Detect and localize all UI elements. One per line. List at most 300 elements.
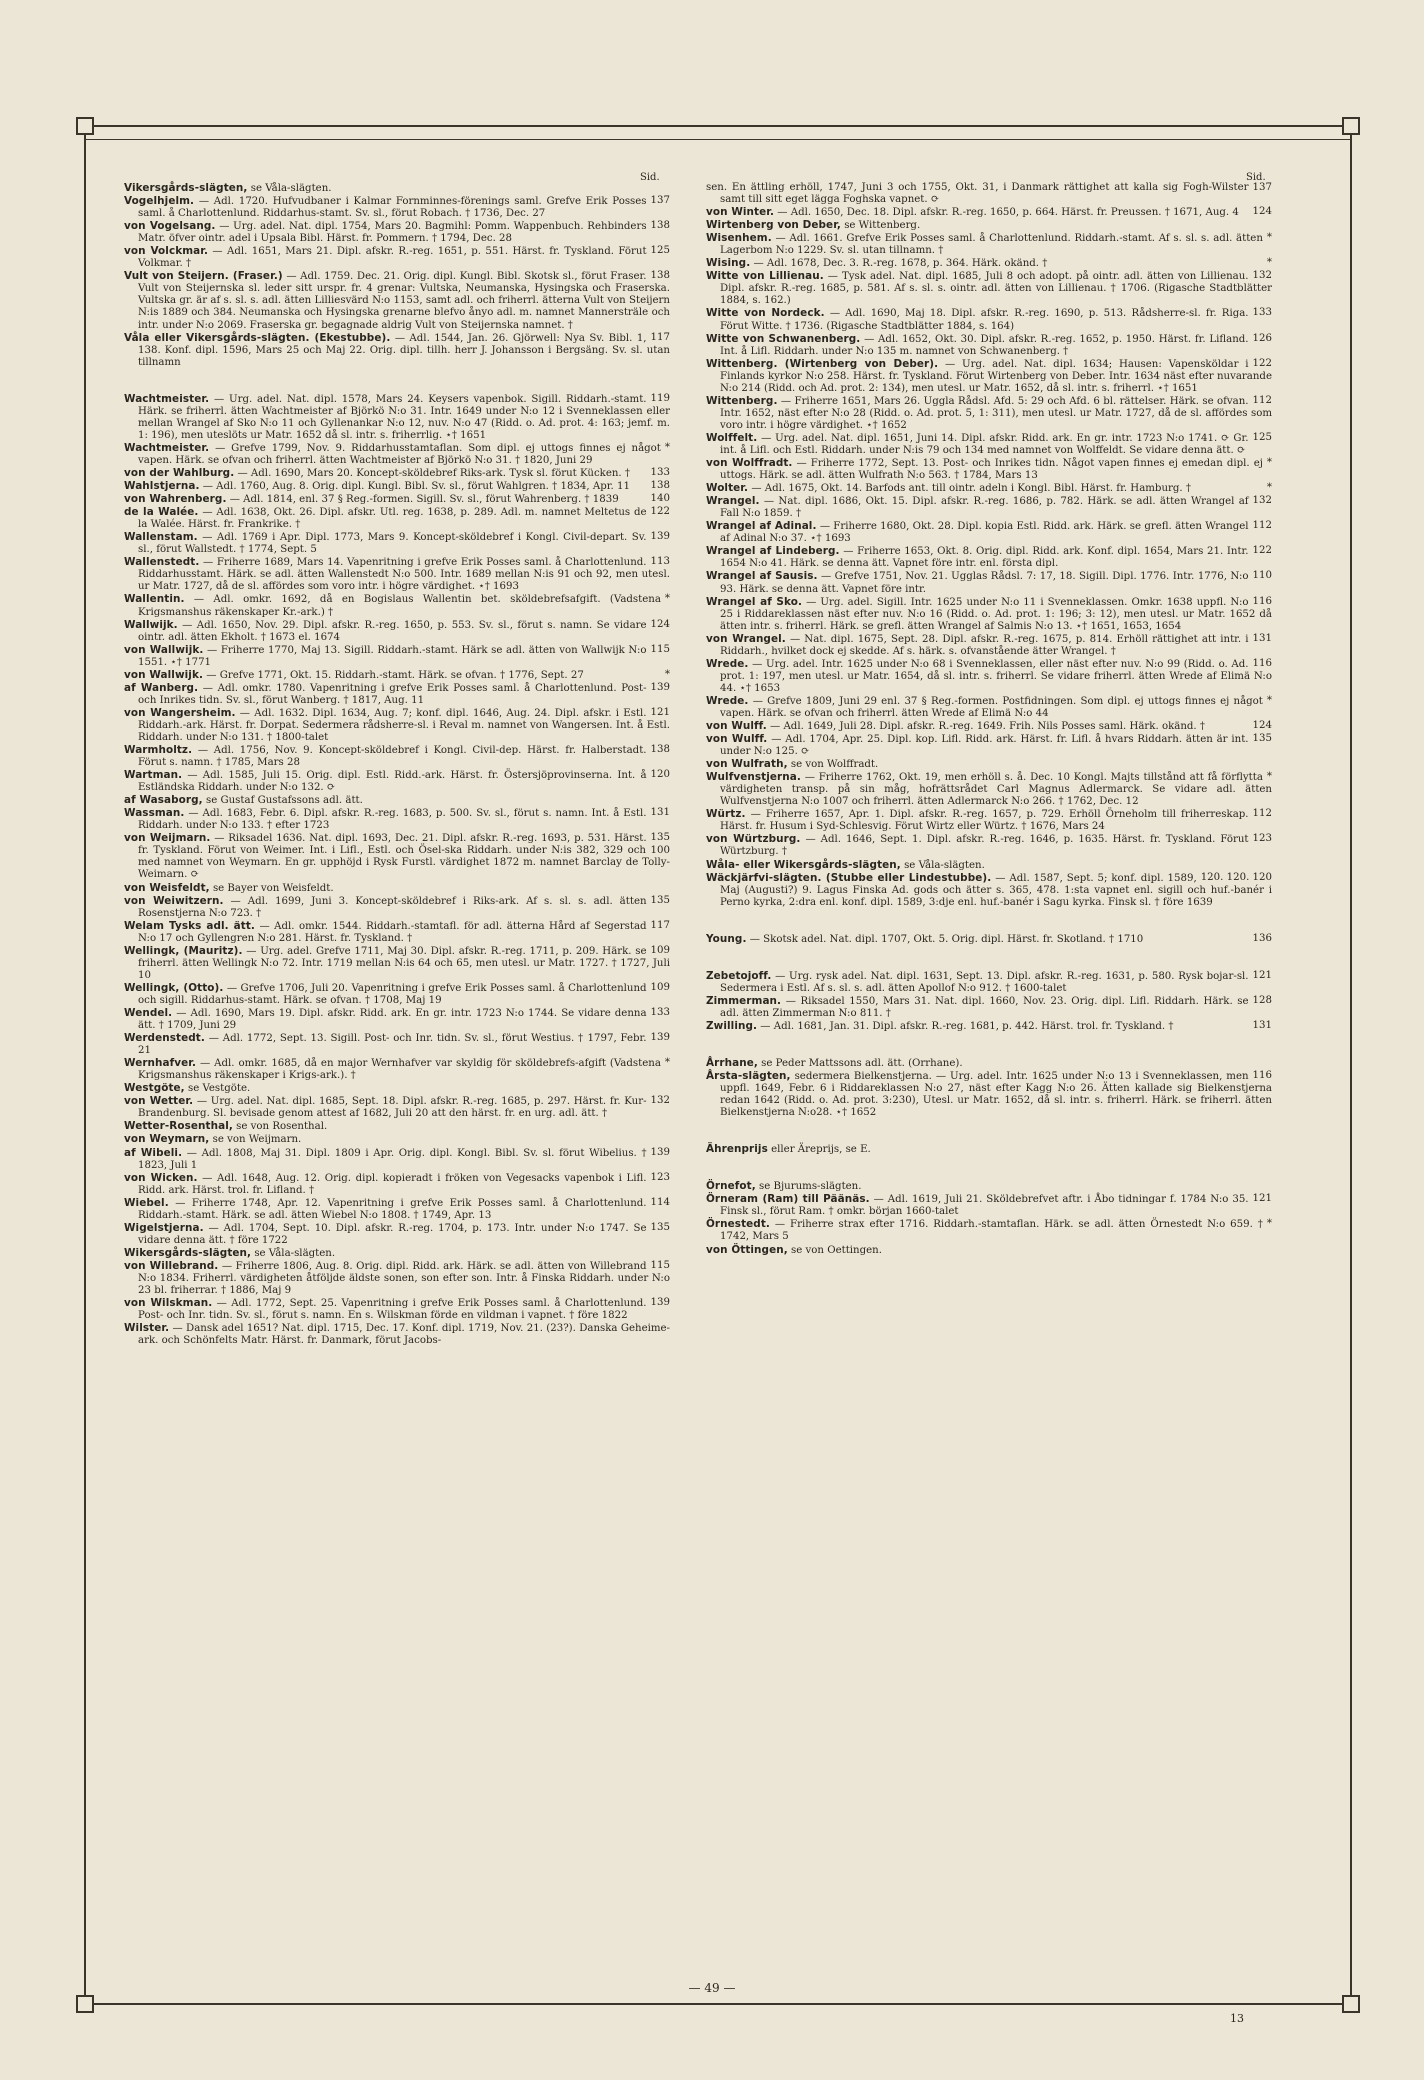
entry-text: se Våla-slägten. bbox=[900, 859, 985, 871]
entry-text: — Riksadel 1636. Nat. dipl. 1693, Dec. 21. Dipl. afskr. R.-reg. 1693, p. 531. Härst. fr. Tyskland. Förut von Weimer. Int. i Lifl., Estl. och Ösel-ska Riddarh. under N:is 382, 329 och 100 med namnet von Weymarn. En gr. upphöjd i Rysk Furstl. värdighet 1872 m. namnet Barclay de Tolly-Weimarn. ⟳ bbox=[138, 833, 670, 881]
register-entry bbox=[706, 495, 1272, 520]
entry-page-ref: 126 bbox=[1252, 332, 1272, 344]
entry-name: Årsta-slägten, bbox=[706, 1070, 791, 1083]
entry-name: Zwilling. bbox=[706, 1019, 758, 1032]
register-entry bbox=[124, 682, 670, 707]
register-entry bbox=[124, 1095, 670, 1120]
register-entry bbox=[124, 270, 670, 331]
register-entry bbox=[124, 220, 670, 245]
entry-text: — Urg. adel. Grefve 1711, Maj 30. Dipl. afskr. R.-reg. 1711, p. 209. Härk. se friherrl. ätten Wellingk N:o 72. Intr. 1719 mellan N:is 64 och 65, men utesl. ur Matr. 1727. † 1727, Juli 10 bbox=[138, 945, 670, 981]
entry-page-ref: 116 bbox=[1252, 657, 1272, 669]
entry-text: — Urg. rysk adel. Nat. dipl. 1631, Sept. 13. Dipl. afskr. R.-reg. 1631, p. 580. Rysk bojar-sl. Sedermera i Estl. Af s. sl. s. adl. ätten Apollof N:o 912. † 1600-talet bbox=[720, 970, 1249, 994]
entry-text: — Tysk adel. Nat. dipl. 1685, Juli 8 och adopt. på ointr. adl. ätten von Lillienau. Dipl. afskr. R.-reg. 1685, p. 581. Af s. sl. s. ointr. adl. ätten von Lillienau. † 1706. (Rigasche Stadtblätter 1884, s. 162.) bbox=[720, 271, 1272, 307]
register-entry bbox=[124, 1247, 670, 1260]
register-entry bbox=[706, 206, 1272, 219]
register-entry bbox=[706, 859, 1272, 872]
entry-name: Young. bbox=[706, 932, 747, 945]
entry-name: von Vogelsang. bbox=[124, 220, 216, 233]
entry-name: Welam Tysks adl. ätt. bbox=[124, 919, 255, 932]
entry-page-ref: 121 bbox=[1252, 969, 1272, 981]
register-entry bbox=[124, 195, 670, 220]
entry-page-ref: 120 bbox=[650, 769, 670, 781]
entry-page-ref: * bbox=[664, 441, 670, 453]
entry-text: se von Rosenthal. bbox=[232, 1121, 328, 1133]
entry-text: — Friherre 1680, Okt. 28. Dipl. kopia Estl. Ridd. ark. Härk. se grefl. ätten Wrangel af Adinal N:o 37. ⋆† 1693 bbox=[720, 521, 1249, 545]
entry-text: — Adl. omkr. 1692, då en Bogislaus Wallentin bet. sköldebrefsafgift. (Vadstena Krigsmanshus räkenskaper Kr.-ark.) † bbox=[138, 594, 661, 618]
register-entry bbox=[124, 556, 670, 593]
register-entry bbox=[124, 245, 670, 270]
entry-page-ref: 139 bbox=[650, 1032, 670, 1044]
entry-name: Warmholtz. bbox=[124, 744, 193, 757]
entry-name: Wising. bbox=[706, 257, 751, 270]
entry-text: — Friherre 1657, Apr. 1. Dipl. afskr. R.-reg. 1657, p. 729. Erhöll Örneholm till friherreskap. Härst. fr. Husum i Syd-Schlesvig. Förut Wirtz eller Würtz. † 1676, Mars 24 bbox=[720, 809, 1249, 833]
entry-text: — Adl. 1699, Juni 3. Koncept-sköldebref i Riks-ark. Af s. sl. s. adl. ätten Rosenstjerna N:o 723. † bbox=[138, 895, 647, 919]
entry-name: af Wasaborg, bbox=[124, 794, 203, 807]
entry-text: — Grefve 1809, Juni 29 enl. 37 § Reg.-formen. Postfidningen. Som dipl. ej uttogs finnes ej något vapen. Härk. se ofvan och friherrl. ätten Wrede af Elimä N:o 44 bbox=[720, 695, 1263, 719]
entry-name: von Wulfrath, bbox=[706, 758, 788, 771]
entry-text: — Adl. 1638, Okt. 26. Dipl. afskr. Utl. reg. 1638, p. 289. Adl. m. namnet Meltetus de la Walée. Härst. fr. Frankrike. † bbox=[138, 507, 647, 531]
entry-text: — Adl. 1619, Juli 21. Sköldebrefvet aftr. i Åbo tidningar f. 1784 N:o 35. Finsk sl., förut Ram. † omkr. början 1660-talet bbox=[720, 1194, 1249, 1218]
register-entry bbox=[706, 545, 1272, 570]
entry-name: Wetter-Rosenthal, bbox=[124, 1120, 233, 1133]
entry-page-ref: 133 bbox=[650, 1007, 670, 1018]
register-entry bbox=[124, 769, 670, 794]
register-entry bbox=[706, 808, 1272, 833]
entry-page-ref: 139 bbox=[650, 1146, 670, 1158]
register-entry bbox=[124, 1057, 670, 1082]
register-entry bbox=[706, 232, 1272, 257]
entry-text: — Adl. 1690, Mars 19. Dipl. afskr. Ridd. ark. En gr. intr. 1723 N:o 1744. Se vidare denna ätt. † 1709, Juni 29 bbox=[138, 1008, 647, 1032]
register-entry bbox=[706, 970, 1272, 995]
entry-page-ref: * bbox=[1266, 694, 1272, 706]
register-entry bbox=[706, 771, 1272, 808]
entry-name: Wrangel af Sausis. bbox=[706, 570, 818, 583]
entry-page-ref: 123 bbox=[1252, 833, 1272, 845]
register-entry bbox=[706, 1070, 1272, 1119]
register-entry bbox=[706, 758, 1272, 771]
register-entry bbox=[124, 393, 670, 442]
register-entry bbox=[706, 1244, 1272, 1257]
register-entry bbox=[706, 596, 1272, 633]
entry-name: Witte von Schwanenberg. bbox=[706, 332, 861, 345]
entry-name: von Öttingen, bbox=[706, 1243, 788, 1256]
column-header-right: Sid. bbox=[1246, 172, 1266, 183]
entry-name: von Wetter. bbox=[124, 1095, 194, 1108]
register-entry bbox=[706, 482, 1272, 495]
entry-name: Wellingk, (Mauritz). bbox=[124, 944, 243, 957]
entry-text: — Urg. adel. Nat. dipl. 1754, Mars 20. Bagmihl: Pomm. Wappenbuch. Rehbinders Matr. öfver ointr. adel i Upsala Bibl. Härst. fr. Pommern. † 1794, Dec. 28 bbox=[138, 221, 647, 245]
entry-name: von Willebrand. bbox=[124, 1259, 219, 1272]
entry-page-ref: 138 bbox=[650, 270, 670, 282]
entry-page-ref: * bbox=[1266, 771, 1272, 783]
entry-text: — Adl. 1661. Grefve Erik Posses saml. å Charlottenlund. Riddarh.-stamt. Af s. sl. s. adl. ätten Lagerbom N:o 1229. Sv. sl. utan tillnamn. † bbox=[720, 233, 1263, 257]
register-entry bbox=[124, 1007, 670, 1032]
entry-name: von Wrangel. bbox=[706, 632, 786, 645]
entry-page-ref: 112 bbox=[1252, 520, 1272, 532]
entry-name: Wäckjärfvi-slägten. (Stubbe eller Lindestubbe). bbox=[706, 871, 992, 884]
entry-name: Wittenberg. (Wirtenberg von Deber). bbox=[706, 357, 939, 370]
register-entry bbox=[124, 1133, 670, 1146]
register-entry bbox=[124, 182, 670, 195]
entry-name: von Wahrenberg. bbox=[124, 493, 227, 506]
frame-rule bbox=[84, 139, 1352, 140]
entry-text: — Friherre 1772, Sept. 13. Post- och Inrikes tidn. Något vapen finnes ej emedan dipl. ej uttogs. Härk. se adl. ätten Wulfrath N:o 563. † 1784, Mars 13 bbox=[720, 458, 1263, 482]
register-entry bbox=[124, 644, 670, 669]
register-entry bbox=[706, 257, 1272, 270]
entry-name: Våla eller Vikersgårds-slägten. (Ekestubbe). bbox=[124, 331, 391, 344]
entry-page-ref: 120. 120. 120 bbox=[1200, 871, 1272, 883]
register-entry bbox=[706, 695, 1272, 720]
entry-name: Örneram (Ram) till Päänäs. bbox=[706, 1193, 870, 1206]
register-entry bbox=[706, 1218, 1272, 1243]
entry-text: — Adl. omkr. 1685, då en major Wernhafver var skyldig för sköldebrefs-afgift (Vadstena Krigsmanshus räkenskaper i Krigs-ark.). † bbox=[138, 1058, 661, 1082]
entry-text: — Dansk adel 1651? Nat. dipl. 1715, Dec. 17. Konf. dipl. 1719, Nov. 21. (23?). Danska Geheime-ark. och Schönfelts Matr. Härst. fr. Danmark, förut Jacobs- bbox=[138, 1323, 670, 1347]
entry-page-ref: * bbox=[1266, 1218, 1272, 1230]
entry-page-ref: 135 bbox=[650, 894, 670, 906]
register-entry bbox=[124, 1147, 670, 1172]
entry-page-ref: * bbox=[664, 668, 670, 680]
entry-name: von Weijmarn. bbox=[124, 832, 211, 845]
entry-text: — Friherre 1651, Mars 26. Uggla Rådsl. Afd. 5: 29 och Afd. 6 bl. rättelser. Härk. se ofvan. Intr. 1652, näst efter N:o 28 (Ridd. o. Ad. prot. 5, 1: 311), men utesl. ur Matr. 1727, då de sl. affördes som voro intr. i högre värdighet. ⋆† 1652 bbox=[720, 395, 1272, 431]
column-header-left: Sid. bbox=[640, 172, 660, 183]
entry-page-ref: * bbox=[664, 1057, 670, 1069]
entry-text: — Adl. 1632. Dipl. 1634, Aug. 7; konf. dipl. 1646, Aug. 24. Dipl. afskr. i Estl. Riddarh.-ark. Härst. fr. Dorpat. Sedermera rådsherre-sl. i Reval m. namnet von Wangersen. Int. å Estl. Riddarh. under N:o 131. † 1800-talet bbox=[138, 707, 670, 743]
entry-text: — Friherre 1762, Okt. 19, men erhöll s. å. Dec. 10 Kongl. Majts tillstånd att få förflytta värdigheten transp. på sin måg, hofrättsrådet Carl Magnus Adlermarck. Se vidare adl. ätten Wulfvenstjerna N:o 1007 och friherrl. ätten Adlermarck N:o 266. † 1762, Dec. 12 bbox=[720, 772, 1272, 808]
entry-name: Vikersgårds-slägten, bbox=[124, 182, 248, 194]
frame-corner-ornament bbox=[76, 117, 94, 135]
register-entry bbox=[706, 720, 1272, 733]
entry-text: — Adl. 1720. Hufvudbaner i Kalmar Fornminnes-förenings saml. Grefve Erik Posses saml. å Charlottenlund. Riddarhus-stamt. Sv. sl., förut Robach. † 1736, Dec. 27 bbox=[138, 196, 647, 220]
entry-page-ref: 125 bbox=[650, 245, 670, 257]
entry-name: von Wangersheim. bbox=[124, 706, 236, 719]
entry-page-ref: 121 bbox=[1252, 1193, 1272, 1205]
entry-page-ref: 109 bbox=[650, 944, 670, 956]
entry-text: — Adl. 1652, Okt. 30. Dipl. afskr. R.-reg. 1652, p. 1950. Härst. fr. Lifland. Int. å Lifl. Riddarh. under N:o 135 m. namnet von Schwanenberg. † bbox=[720, 333, 1249, 357]
register-entry bbox=[124, 1222, 670, 1247]
entry-name: Vult von Steijern. (Fraser.) bbox=[124, 270, 283, 283]
entry-text: — Adl. 1772, Sept. 13. Sigill. Post- och Inr. tidn. Sv. sl., förut Westius. † 1797, Febr. 21 bbox=[138, 1033, 647, 1057]
entry-name: von Wilskman. bbox=[124, 1297, 213, 1310]
entry-text: — Friherre 1689, Mars 14. Vapenritning i grefve Erik Posses saml. å Charlottenlund. Riddarhusstamt. Härk. se adl. ätten Wallenstedt N:o 500. Intr. 1689 mellan N:is 91 och 92, men utesl. ur Matr. 1727, då de sl. affördes som voro intr. i högre värdighet. ⋆† 1693 bbox=[138, 557, 670, 593]
entry-name: Vogelhjelm. bbox=[124, 195, 195, 208]
entry-text: — Adl. 1690, Mars 20. Koncept-sköldebref Riks-ark. Tysk sl. förut Kücken. † bbox=[234, 467, 630, 479]
entry-text: — Adl. 1544, Jan. 26. Gjörwell: Nya Sv. Bibl. 1, 138. Konf. dipl. 1596, Mars 25 och Maj 22. Orig. dipl. tillh. herr J. Johansson i Bergsäng. Sv. sl. utan tillnamn bbox=[138, 332, 670, 368]
entry-text: — Skotsk adel. Nat. dipl. 1707, Okt. 5. Orig. dipl. Härst. fr. Skotland. † 1710 bbox=[746, 933, 1144, 945]
register-entry bbox=[124, 895, 670, 920]
register-entry bbox=[706, 333, 1272, 358]
entry-text: eller Äreprijs, se E. bbox=[767, 1144, 871, 1156]
entry-name: de la Walée. bbox=[124, 506, 199, 519]
section-gap bbox=[124, 369, 670, 393]
entry-text: — Adl. 1648, Aug. 12. Orig. dipl. kopieradt i fröken von Vegesacks vapenbok i Lifl. Ridd. ark. Härst. trol. fr. Lifland. † bbox=[138, 1172, 647, 1196]
entry-name: Wittenberg. bbox=[706, 394, 778, 407]
entry-text: se Bayer von Weisfeldt. bbox=[209, 882, 334, 894]
entry-name: Witte von Lillienau. bbox=[706, 270, 824, 283]
entry-page-ref: 137 bbox=[1252, 182, 1272, 193]
register-entry bbox=[706, 1193, 1272, 1218]
entry-text: — Adl. 1678, Dec. 3. R.-reg. 1678, p. 364. Härk. okänd. † bbox=[750, 258, 1048, 270]
register-entry bbox=[124, 332, 670, 369]
entry-text: — Adl. 1814, enl. 37 § Reg.-formen. Sigill. Sv. sl., förut Wahrenberg. † 1839 bbox=[226, 494, 619, 506]
register-entry bbox=[124, 1120, 670, 1133]
entry-text: se Våla-slägten. bbox=[251, 1247, 336, 1259]
entry-page-ref: 124 bbox=[650, 618, 670, 630]
entry-name: Wilster. bbox=[124, 1322, 170, 1335]
entry-name: Wikersgårds-slägten, bbox=[124, 1246, 252, 1259]
entry-page-ref: 119 bbox=[650, 392, 670, 404]
entry-text: se von Wolffradt. bbox=[787, 759, 879, 771]
register-entry bbox=[124, 982, 670, 1007]
entry-text: — Adl. 1646, Sept. 1. Dipl. afskr. R.-reg. 1646, p. 1635. Härst. fr. Tyskland. Förut Würtzburg. † bbox=[720, 834, 1249, 858]
entry-page-ref: 121 bbox=[650, 706, 670, 718]
entry-page-ref: 138 bbox=[650, 480, 670, 492]
register-entry bbox=[706, 570, 1272, 595]
entry-page-ref: 139 bbox=[650, 681, 670, 693]
entry-name: von Volckmar. bbox=[124, 245, 209, 258]
entry-text: — Grefve 1799, Nov. 9. Riddarhusstamtaflan. Som dipl. ej uttogs finnes ej något vapen. Härk. se ofvan och friherrl. ätten Wachtmeister af Björkö N:o 31. † 1820, Juni 29 bbox=[138, 442, 661, 466]
entry-text: — Adl. 1651, Mars 21. Dipl. afskr. R.-reg. 1651, p. 551. Härst. fr. Tyskland. Förut Volkmar. † bbox=[138, 246, 647, 270]
entry-page-ref: 140 bbox=[650, 493, 670, 505]
entry-name: af Wibeli. bbox=[124, 1146, 183, 1159]
entry-name: Wrangel af Sko. bbox=[706, 595, 803, 608]
entry-page-ref: 122 bbox=[650, 506, 670, 518]
entry-name: von Wolffradt. bbox=[706, 457, 793, 470]
entry-name: Wahlstjerna. bbox=[124, 480, 200, 493]
register-entry bbox=[124, 1297, 670, 1322]
entry-text: — Grefve 1706, Juli 20. Vapenritning i grefve Erik Posses saml. å Charlottenlund och sigill. Riddarhus-stamt. Härk. se ofvan. † 1708, Maj 19 bbox=[138, 982, 647, 1006]
entry-page-ref: 131 bbox=[1252, 1019, 1272, 1031]
register-entry bbox=[706, 1180, 1272, 1193]
entry-page-ref: * bbox=[664, 593, 670, 605]
entry-text: se Wittenberg. bbox=[840, 220, 921, 232]
entry-text: — Riksadel 1550, Mars 31. Nat. dipl. 1660, Nov. 23. Orig. dipl. Lifl. Riddarh. Härk. se adl. ätten Zimmerman N:o 811. † bbox=[720, 995, 1249, 1019]
entry-name: Örnestedt. bbox=[706, 1218, 770, 1231]
entry-page-ref: 131 bbox=[1252, 632, 1272, 644]
entry-page-ref: 138 bbox=[650, 744, 670, 756]
register-entry bbox=[124, 744, 670, 769]
entry-text: se Peder Mattssons adl. ätt. (Orrhane). bbox=[757, 1058, 963, 1069]
sheet-number: 13 bbox=[1230, 2012, 1244, 2025]
entry-page-ref: 128 bbox=[1252, 994, 1272, 1006]
entry-text: — Urg. adel. Intr. 1625 under N:o 68 i Svenneklassen, eller näst efter nuv. N:o 99 (Ridd. o. Ad. prot. 1: 197, men utesl. ur Matr. 1654, då sl. intr. s. friherrl. Se vidare friherrl. ätten Wrede af Elimä N:o 44. ⋆† 1653 bbox=[720, 658, 1272, 694]
entry-name: von Wulff. bbox=[706, 720, 767, 733]
entry-page-ref: 139 bbox=[650, 531, 670, 543]
entry-name: Wisenhem. bbox=[706, 232, 772, 245]
entry-name: Werdenstedt. bbox=[124, 1032, 205, 1045]
register-entry bbox=[706, 933, 1272, 946]
entry-text: — Adl. 1772, Sept. 25. Vapenritning i grefve Erik Posses saml. å Charlottenlund. Post- och Inr. tidn. Sv. sl., förut s. namn. En s. Wilskman förde en vildman i vapnet. † före 1822 bbox=[138, 1298, 647, 1322]
entry-name: Wernhafver. bbox=[124, 1057, 197, 1070]
register-entry bbox=[706, 633, 1272, 658]
entry-text: — Adl. 1760, Aug. 8. Orig. dipl. Kungl. Bibl. Sv. sl., förut Wahlgren. † 1834, Apr. 11 bbox=[199, 481, 630, 493]
register-entry bbox=[124, 493, 670, 506]
register-entry bbox=[706, 457, 1272, 482]
register-entry bbox=[124, 1197, 670, 1222]
entry-page-ref: 125 bbox=[1252, 431, 1272, 443]
entry-name: von Winter. bbox=[706, 206, 775, 219]
entry-text: — Grefve 1771, Okt. 15. Riddarh.-stamt. Härk. se ofvan. † 1776, Sept. 27 bbox=[203, 669, 584, 681]
entry-name: Wachtmeister. bbox=[124, 392, 210, 405]
entry-text: — Urg. adel. Nat. dipl. 1685, Sept. 18. Dipl. afskr. R.-reg. 1685, p. 297. Härst. fr. Kur-Brandenburg. Sl. bevisade genom attest af 1682, Juli 20 att den härst. fr. en urg. adl. ätt. † bbox=[138, 1096, 647, 1120]
entry-name: von Weymarn, bbox=[124, 1133, 210, 1146]
entry-name: Wrangel. bbox=[706, 495, 760, 508]
entry-page-ref: * bbox=[1266, 257, 1272, 269]
entry-name: Wrede. bbox=[706, 657, 749, 670]
entry-page-ref: 136 bbox=[1252, 932, 1272, 944]
entry-page-ref: 122 bbox=[1252, 545, 1272, 557]
entry-page-ref: * bbox=[1266, 232, 1272, 244]
entry-text: se von Oettingen. bbox=[787, 1244, 882, 1256]
entry-name: Wallentin. bbox=[124, 593, 185, 606]
entry-text: — Adl. 1650, Nov. 29. Dipl. afskr. R.-reg. 1650, p. 553. Sv. sl., förut s. namn. Se vidare ointr. adl. ätten Ekholt. † 1673 el. 1674 bbox=[138, 619, 647, 643]
entry-text: se Bjurums-slägten. bbox=[755, 1181, 862, 1193]
entry-name: Zimmerman. bbox=[706, 994, 782, 1007]
entry-text: — Friherre 1806, Aug. 8. Orig. dipl. Ridd. ark. Härk. se adl. ätten von Willebrand N:o 1834. Friherrl. värdigheten åtföljde äldste sonen, son efter son. Intr. å Finska Riddarh. under N:o 23 bl. friherrar. † 1886, Maj 9 bbox=[138, 1260, 670, 1297]
register-entry bbox=[124, 794, 670, 807]
register-entry bbox=[124, 442, 670, 467]
register-entry bbox=[124, 920, 670, 945]
register-entry bbox=[706, 182, 1272, 206]
register-entry bbox=[706, 833, 1272, 858]
register-entry bbox=[124, 531, 670, 556]
entry-text: — Adl. 1759. Dec. 21. Orig. dipl. Kungl. Bibl. Skotsk sl., förut Fraser. Vult von Steijernska sl. leder sitt urspr. fr. 4 grenar: Vultska, Neumanska, Hysingska och Fraserska. Vultska gr. är af s. sl. s. adl. ätten Lilliesvärd N:o 1153, samt adl. och friherrl. ätterna Vult von Steijern N:is 1889 och 384. Neumanska och Hysingska grenarne blefvo ånyo adl. m. namnet Mannersträle och intr. under N:o 2069. Fraserska gr. begagnade aldrig Vult von Steijernska namnet. † bbox=[138, 271, 670, 331]
entry-name: Örnefot, bbox=[706, 1180, 756, 1193]
register-entry bbox=[706, 1020, 1272, 1033]
section-gap bbox=[706, 946, 1272, 970]
left-column bbox=[124, 182, 670, 1347]
entry-name: von Wulff. bbox=[706, 733, 768, 746]
entry-text: — Adl. 1769 i Apr. Dipl. 1773, Mars 9. Koncept-sköldebref i Kongl. Civil-depart. Sv. sl., förut Wallstedt. † 1774, Sept. 5 bbox=[138, 532, 647, 556]
register-entry bbox=[706, 658, 1272, 695]
entry-name: Witte von Nordeck. bbox=[706, 307, 825, 320]
register-entry bbox=[706, 872, 1272, 909]
entry-text: — Urg. adel. Nat. dipl. 1634; Hausen: Vapensköldar i Finlands kyrkor N:o 258. Härst. fr. Tyskland. Förut Wirtenberg von Deber. Intr. 1634 näst efter nuvarande N:o 214 (Ridd. och Ad. prot. 2: 134), men utesl. ur Matr. 1652, då sl. intr. s. friherrl. ⋆† 1651 bbox=[720, 358, 1272, 394]
entry-text: — Adl. omkr. 1544. Riddarh.-stamtafl. för adl. ätterna Hård af Segerstad N:o 17 och Gyllengren N:o 281. Härst. fr. Tyskland. † bbox=[138, 920, 647, 944]
entry-text: — Adl. 1808, Maj 31. Dipl. 1809 i Apr. Orig. dipl. Kongl. Bibl. Sv. sl. förut Wibelius. † 1823, Juli 1 bbox=[138, 1147, 647, 1171]
entry-name: Zebetojoff. bbox=[706, 969, 772, 982]
register-entry bbox=[706, 307, 1272, 332]
entry-text: — Grefve 1751, Nov. 21. Ugglas Rådsl. 7: 17, 18. Sigill. Dipl. 1776. Intr. 1776, N:o 93. Härk. se denna ätt. Vapnet före intr. bbox=[720, 571, 1249, 595]
entry-name: Wartman. bbox=[124, 769, 183, 782]
entry-text: — Urg. adel. Sigill. Intr. 1625 under N:o 11 i Svenneklassen. Omkr. 1638 uppfl. N:o 25 i Riddareklassen näst efter nuv. N:o 16 (Ridd. o. Ad. prot. 1: 196; 3: 12), men utesl. ur Matr. 1652 då ätten intr. s. friherrl. Härk. se grefl. ätten Wrangel af Salmis N:o 13. ⋆† 1651, 1653, 1654 bbox=[720, 596, 1272, 632]
register-entry bbox=[124, 593, 670, 618]
register-entry bbox=[706, 270, 1272, 307]
entry-name: Würtz. bbox=[706, 808, 746, 821]
entry-name: Wolter. bbox=[706, 482, 749, 495]
register-entry bbox=[124, 807, 670, 832]
register-entry bbox=[124, 1032, 670, 1057]
entry-text: — Adl. 1756, Nov. 9. Koncept-sköldebref i Kongl. Civil-dep. Härst. fr. Halberstadt. Förut s. namn. † 1785, Mars 28 bbox=[138, 745, 647, 769]
entry-page-ref: 124 bbox=[1252, 206, 1272, 218]
register-entry bbox=[706, 733, 1272, 758]
entry-name: Wigelstjerna. bbox=[124, 1221, 204, 1234]
register-entry bbox=[124, 1260, 670, 1297]
right-column bbox=[706, 182, 1272, 1257]
entry-name: von Weiwitzern. bbox=[124, 894, 224, 907]
entry-text: — Friherre 1748, Apr. 12. Vapenritning i grefve Erik Posses saml. å Charlottenlund. Riddarh.-stamt. Härk. se adl. ätten Wiebel N:o 1808. † 1749, Apr. 13 bbox=[138, 1197, 647, 1221]
register-entry bbox=[706, 995, 1272, 1020]
entry-text: — Adl. 1690, Maj 18. Dipl. afskr. R.-reg. 1690, p. 513. Rådsherre-sl. fr. Riga. Förut Witte. † 1736. (Rigasche Stadtblätter 1884, s. 164) bbox=[720, 308, 1249, 332]
entry-page-ref: 132 bbox=[1252, 495, 1272, 507]
entry-page-ref: 123 bbox=[650, 1171, 670, 1183]
entry-page-ref: 115 bbox=[650, 1259, 670, 1271]
entry-page-ref: 124 bbox=[1252, 720, 1272, 732]
register-entry bbox=[124, 1172, 670, 1197]
entry-page-ref: 135 bbox=[1252, 733, 1272, 745]
entry-text: — Adl. 1683, Febr. 6. Dipl. afskr. R.-reg. 1683, p. 500. Sv. sl., förut s. namn. Int. å Estl. Riddarh. under N:o 133. † efter 1723 bbox=[138, 808, 647, 832]
entry-page-ref: 113 bbox=[650, 556, 670, 568]
entry-text: se von Weijmarn. bbox=[209, 1134, 302, 1146]
entry-page-ref: 135 bbox=[650, 832, 670, 844]
entry-page-ref: 110 bbox=[1252, 570, 1272, 582]
entry-name: Westgöte, bbox=[124, 1082, 185, 1095]
entry-text: — Adl. 1587, Sept. 5; konf. dipl. 1589, Maj (Augusti?) 9. Lagus Finska Ad. gods och ätter s. 365, 478. 1:sta vapnet enl. sigill och huf.-banér i Perno kyrka, 2:dra enl. konf. dipl. 1589, 3:dje enl. huf.-banér i Sagu kyrka. Finsk sl. † före 1639 bbox=[720, 872, 1272, 908]
entry-text: — Adl. 1675, Okt. 14. Barfods ant. till ointr. adeln i Kongl. Bibl. Härst. fr. Hamburg. † bbox=[748, 483, 1191, 495]
entry-name: Wassman. bbox=[124, 807, 185, 820]
entry-name: von Weisfeldt, bbox=[124, 881, 210, 894]
entry-text: — Nat. dipl. 1675, Sept. 28. Dipl. afskr. R.-reg. 1675, p. 814. Erhöll rättighet att intr. i Riddarh., hvilket dock ej skedde. Af s. härk. s. ofvanstående ätter Wrangel. † bbox=[720, 633, 1249, 657]
entry-text: — Friherre strax efter 1716. Riddarh.-stamtaflan. Härk. se adl. ätten Örnestedt N:o 659. † 1742, Mars 5 bbox=[720, 1219, 1263, 1243]
entry-page-ref: 112 bbox=[1252, 808, 1272, 820]
entry-text: sen. En ättling erhöll, 1747, Juni 3 och 1755, Okt. 31, i Danmark rättighet att kalla sig Fogh-Wilster samt till sitt eget lägga Foghska vapnet. ⟳ bbox=[706, 182, 1249, 206]
register-entry bbox=[124, 945, 670, 982]
entry-name: Årrhane, bbox=[706, 1057, 758, 1069]
entry-page-ref: * bbox=[1266, 482, 1272, 494]
entry-name: Wolffelt. bbox=[706, 431, 758, 444]
register-entry bbox=[124, 506, 670, 531]
entry-name: Wallwijk. bbox=[124, 618, 178, 631]
entry-text: sedermera Bielkenstjerna. — Urg. adel. Intr. 1625 under N:o 13 i Svenneklassen, men uppfl. 1649, Febr. 6 i Riddareklassen N:o 27, näst efter Kagg N:o 26. Ätten kallade sig Bielkenstjerna redan 1642 (Ridd. o. Ad. prot. 3:230), Utesl. ur Matr. 1652, då sl. intr. s. friherrl. Härk. se friherrl. ätten Bielkenstjerna N:o28. ⋆† 1652 bbox=[720, 1071, 1272, 1119]
entry-name: von Würtzburg. bbox=[706, 833, 801, 846]
entry-name: Wåla- eller Wikersgårds-slägten, bbox=[706, 858, 901, 871]
entry-page-ref: 117 bbox=[650, 919, 670, 931]
entry-page-ref: 116 bbox=[1252, 595, 1272, 607]
entry-name: Wellingk, (Otto). bbox=[124, 981, 224, 994]
entry-text: — Adl. 1704, Apr. 25. Dipl. kop. Lifl. Ridd. ark. Härst. fr. Lifl. å hvars Riddarh. ätten är int. under N:o 125. ⟳ bbox=[720, 734, 1249, 758]
register-entry bbox=[706, 358, 1272, 395]
entry-text: se Gustaf Gustafssons adl. ätt. bbox=[202, 795, 363, 807]
page-number: — 49 — bbox=[688, 1981, 736, 1995]
register-entry bbox=[706, 432, 1272, 457]
register-entry bbox=[124, 707, 670, 744]
entry-page-ref: * bbox=[1266, 457, 1272, 469]
register-entry bbox=[706, 219, 1272, 232]
entry-text: — Adl. 1681, Jan. 31. Dipl. afskr. R.-reg. 1681, p. 442. Härst. trol. fr. Tyskland. † bbox=[757, 1020, 1174, 1032]
entry-name: Wrangel af Lindeberg. bbox=[706, 545, 840, 558]
entry-text: se Vestgöte. bbox=[184, 1083, 251, 1095]
section-gap bbox=[706, 909, 1272, 933]
entry-name: Wallenstam. bbox=[124, 531, 198, 544]
entry-name: Wirtenberg von Deber, bbox=[706, 219, 841, 232]
frame-corner-ornament bbox=[1342, 1995, 1360, 2013]
entry-page-ref: 138 bbox=[650, 220, 670, 232]
register-entry bbox=[124, 1082, 670, 1095]
entry-name: Ährenprijs bbox=[706, 1143, 768, 1156]
entry-text: se Våla-slägten. bbox=[247, 183, 332, 194]
entry-name: Wulfvenstjerna. bbox=[706, 771, 801, 784]
entry-page-ref: 132 bbox=[650, 1095, 670, 1107]
entry-text: — Adl. 1650, Dec. 18. Dipl. afskr. R.-reg. 1650, p. 664. Härst. fr. Preussen. † 1671, Aug. 4 bbox=[774, 207, 1239, 219]
entry-name: von Wallwijk. bbox=[124, 668, 204, 681]
entry-name: von der Wahlburg. bbox=[124, 466, 235, 479]
frame-corner-ornament bbox=[76, 1995, 94, 2013]
entry-name: Wallenstedt. bbox=[124, 556, 200, 569]
register-entry bbox=[124, 832, 670, 881]
register-entry bbox=[124, 619, 670, 644]
register-entry bbox=[706, 1057, 1272, 1070]
entry-page-ref: 137 bbox=[650, 195, 670, 207]
entry-page-ref: 133 bbox=[1252, 307, 1272, 319]
